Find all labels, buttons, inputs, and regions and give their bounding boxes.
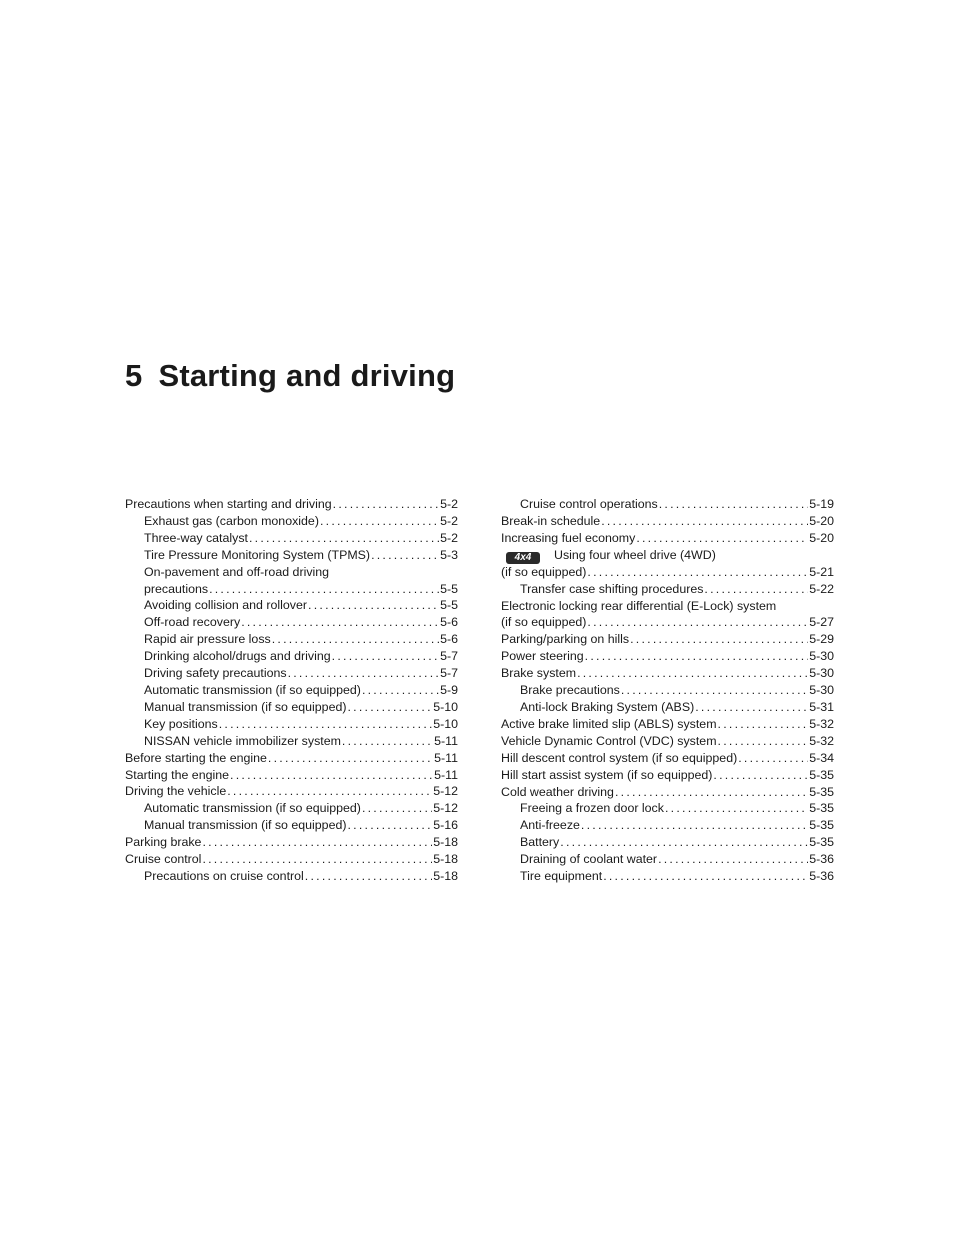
- toc-entry[interactable]: [125, 547, 458, 564]
- toc-entry-page: 5-5: [440, 598, 458, 613]
- toc-leader-dots: [601, 513, 808, 530]
- toc-entry[interactable]: [125, 767, 458, 784]
- toc-entry[interactable]: [125, 716, 458, 733]
- toc-entry-page: 5-27: [809, 615, 834, 630]
- toc-entry-page: 5-21: [809, 564, 834, 579]
- toc-entry-page: 5-32: [809, 716, 834, 731]
- toc-entry[interactable]: [125, 750, 458, 767]
- toc-entry-page: 5-35: [809, 767, 834, 782]
- toc-leader-dots: [219, 716, 432, 733]
- toc-leader-dots: [658, 851, 808, 868]
- toc-entry-page: 5-30: [809, 683, 834, 698]
- toc-entry-title: Rapid air pressure loss: [144, 632, 271, 647]
- toc-entry-page: 5-35: [809, 801, 834, 816]
- toc-entry-page: 5-22: [809, 581, 834, 596]
- toc-leader-dots: [288, 665, 440, 682]
- toc-entry[interactable]: [125, 597, 458, 614]
- toc-entry-page: 5-9: [440, 682, 458, 697]
- toc-leader-dots: [704, 581, 808, 598]
- toc-entry-title: Electronic locking rear differential (E-Lock) system: [501, 598, 777, 613]
- toc-leader-dots: [621, 682, 808, 699]
- toc-entry[interactable]: [501, 716, 834, 733]
- toc-entry[interactable]: [125, 733, 458, 750]
- toc-entry-page: 5-6: [440, 615, 458, 630]
- toc-leader-dots: [659, 496, 808, 513]
- toc-leader-dots: [308, 597, 439, 614]
- toc-entry-page: 5-30: [809, 649, 834, 664]
- toc-leader-dots: [603, 868, 808, 885]
- toc-entry-title: Hill start assist system (if so equipped): [501, 767, 713, 782]
- toc-entry-title: Cruise control operations: [520, 497, 658, 511]
- toc-entry-title: Precautions on cruise control: [144, 868, 304, 883]
- toc-leader-dots: [202, 834, 432, 851]
- toc-entry-page: 5-18: [433, 852, 458, 867]
- 4x4-badge-icon: 4x4: [506, 552, 540, 564]
- toc-entry-title: Parking brake: [125, 835, 202, 850]
- toc-leader-dots: [577, 665, 808, 682]
- toc-leader-dots: [241, 614, 439, 631]
- toc-entry-page: 5-32: [809, 733, 834, 748]
- toc-entry-title: Driving the vehicle: [125, 784, 227, 799]
- toc-entry-page: 5-35: [809, 835, 834, 850]
- toc-entry[interactable]: [501, 733, 834, 750]
- toc-leader-dots: [738, 750, 808, 767]
- toc-leader-dots: [581, 817, 808, 834]
- toc-leader-dots: [347, 699, 432, 716]
- toc-entry-page: 5-36: [809, 852, 834, 867]
- toc-entry-title: Cruise control: [125, 852, 202, 867]
- toc-leader-dots: [713, 767, 808, 784]
- toc-entry-title: Manual transmission (if so equipped): [144, 699, 347, 714]
- toc-entry[interactable]: [125, 834, 458, 851]
- toc-entry[interactable]: [125, 817, 458, 834]
- toc-entry-title: Draining of coolant water: [520, 852, 658, 867]
- toc-entry-title: Using four wheel drive (4WD): [554, 547, 716, 562]
- toc-leader-dots: [272, 631, 439, 648]
- toc-entry-page: 5-34: [809, 750, 834, 765]
- toc-entry-title: Tire equipment: [520, 869, 603, 884]
- toc-leader-dots: [371, 547, 439, 564]
- toc-leader-dots: [268, 750, 433, 767]
- toc-left-column: [125, 496, 458, 885]
- toc-leader-dots: [332, 648, 439, 665]
- toc-leader-dots: [587, 564, 808, 581]
- toc-entry-title: Exhaust gas (carbon monoxide): [144, 513, 319, 528]
- toc-leader-dots: [695, 699, 808, 716]
- toc-entry-page: 5-19: [809, 497, 834, 511]
- toc-leader-dots: [209, 581, 439, 598]
- toc-entry-title: Starting the engine: [125, 767, 230, 782]
- toc-entry-page: 5-6: [440, 632, 458, 647]
- toc-entry-page: 5-10: [433, 699, 458, 714]
- toc-leader-dots: [587, 614, 808, 631]
- toc-entry-title: Drinking alcohol/drugs and driving: [144, 649, 331, 664]
- toc-entry-page: 5-35: [809, 784, 834, 799]
- toc-leader-dots: [636, 530, 808, 547]
- toc-entry-title: Freeing a frozen door lock: [520, 801, 664, 816]
- toc-entry-page: 5-2: [440, 530, 458, 545]
- toc-leader-dots: [320, 513, 439, 530]
- toc-entry-page: 5-18: [433, 868, 458, 883]
- chapter-title: [125, 358, 455, 394]
- toc-leader-dots: [249, 530, 439, 547]
- toc-entry[interactable]: [125, 699, 458, 716]
- toc-right-column: [501, 496, 834, 885]
- toc-entry-page: 5-31: [809, 699, 834, 714]
- toc-entry-title: Increasing fuel economy: [501, 530, 636, 545]
- toc-entry-title: Automatic transmission (if so equipped): [144, 801, 361, 816]
- toc-entry[interactable]: [501, 851, 834, 868]
- toc-entry-title: Precautions when starting and driving: [125, 497, 332, 511]
- toc-entry[interactable]: [125, 631, 458, 648]
- toc-entry[interactable]: [501, 699, 834, 716]
- toc-leader-dots: [362, 800, 432, 817]
- toc-entry-title: Transfer case shifting procedures: [520, 581, 704, 596]
- toc-entry-page: 5-10: [433, 716, 458, 731]
- toc-entry-title: Brake precautions: [520, 683, 620, 698]
- toc-entry-page: 5-16: [433, 818, 458, 833]
- toc-entry[interactable]: [501, 784, 834, 801]
- toc-entry-title: Key positions: [144, 716, 218, 731]
- toc-entry-page: 5-2: [440, 513, 458, 528]
- toc-entry-title: NISSAN vehicle immobilizer system: [144, 733, 341, 748]
- toc-entry-title: Before starting the engine: [125, 750, 267, 765]
- toc-entry-title: Cold weather driving: [501, 784, 614, 799]
- toc-leader-dots: [230, 767, 433, 784]
- toc-leader-dots: [362, 682, 439, 699]
- toc-entry[interactable]: [501, 631, 834, 648]
- toc-entry-page: 5-7: [440, 666, 458, 681]
- toc-entry[interactable]: [501, 682, 834, 699]
- toc-entry-page: 5-7: [440, 649, 458, 664]
- toc-entry[interactable]: [125, 564, 458, 581]
- toc-entry[interactable]: [125, 496, 458, 513]
- toc-entry-title: Parking/parking on hills: [501, 632, 630, 647]
- toc-entry[interactable]: [125, 513, 458, 530]
- toc-entry[interactable]: [501, 564, 834, 581]
- toc-entry-title: On-pavement and off-road driving: [144, 564, 330, 579]
- toc-entry-title: Brake system: [501, 666, 577, 681]
- toc-entry-title: Battery: [520, 835, 560, 850]
- toc-entry-page: 5-18: [433, 835, 458, 850]
- toc-entry[interactable]: [501, 547, 834, 564]
- toc-entry-title: Driving safety precautions: [144, 666, 287, 681]
- toc-leader-dots: [718, 733, 809, 750]
- toc-leader-dots: [342, 733, 433, 750]
- toc-entry[interactable]: [125, 783, 458, 800]
- toc-entry-page: 5-11: [434, 750, 458, 765]
- toc-leader-dots: [630, 631, 808, 648]
- toc-entry[interactable]: [501, 598, 834, 615]
- toc-entry-page: 5-29: [809, 632, 834, 647]
- toc-entry-title: Vehicle Dynamic Control (VDC) system: [501, 733, 717, 748]
- toc-leader-dots: [615, 784, 808, 801]
- toc-entry-title: Anti-lock Braking System (ABS): [520, 699, 695, 714]
- toc-entry[interactable]: [501, 817, 834, 834]
- toc-entry[interactable]: [501, 513, 834, 530]
- toc-entry-title: Active brake limited slip (ABLS) system: [501, 716, 717, 731]
- toc-entry-title: (if so equipped): [501, 615, 587, 630]
- toc-entry[interactable]: [125, 665, 458, 682]
- toc-entry-title: Tire Pressure Monitoring System (TPMS): [144, 547, 371, 562]
- toc-entry[interactable]: [125, 581, 458, 598]
- toc-leader-dots: [585, 648, 809, 665]
- toc-entry-page: 5-20: [809, 513, 834, 528]
- toc-entry-page: 5-5: [440, 581, 458, 596]
- toc-leader-dots: [665, 800, 808, 817]
- toc-entry-title: Anti-freeze: [520, 818, 580, 833]
- toc-entry-title: Hill descent control system (if so equipped): [501, 750, 738, 765]
- toc-entry[interactable]: [125, 530, 458, 547]
- toc-entry[interactable]: [125, 648, 458, 665]
- toc-entry-page: 5-20: [809, 530, 834, 545]
- toc-entry-page: 5-30: [809, 666, 834, 681]
- toc-entry[interactable]: [501, 868, 834, 885]
- toc-entry-title: Off-road recovery: [144, 615, 241, 630]
- toc-entry-page: 5-35: [809, 818, 834, 833]
- chapter-number: 5: [125, 358, 143, 393]
- toc-entry[interactable]: [125, 851, 458, 868]
- toc-entry-title: (if so equipped): [501, 564, 587, 579]
- toc-entry-title: Power steering: [501, 649, 584, 664]
- toc-entry[interactable]: [125, 868, 458, 885]
- chapter-title-text: Starting and driving: [158, 358, 456, 393]
- toc-entry[interactable]: [501, 648, 834, 665]
- toc-entry[interactable]: [501, 767, 834, 784]
- toc-entry-page: 5-12: [433, 801, 458, 816]
- toc-entry-page: 5-11: [434, 767, 458, 782]
- toc-leader-dots: [347, 817, 432, 834]
- toc-entry-page: 5-36: [809, 869, 834, 884]
- toc-entry[interactable]: [501, 665, 834, 682]
- toc-entry-title: Avoiding collision and rollover: [144, 598, 308, 613]
- toc-entry-title: Automatic transmission (if so equipped): [144, 682, 361, 697]
- toc-entry-title: Three-way catalyst: [144, 530, 248, 545]
- toc-entry[interactable]: [501, 614, 834, 631]
- toc-leader-dots: [333, 496, 439, 513]
- toc-entry-title: Break-in schedule: [501, 513, 601, 528]
- toc-entry[interactable]: [501, 834, 834, 851]
- toc-leader-dots: [560, 834, 808, 851]
- toc-entry[interactable]: [125, 800, 458, 817]
- toc-entry-page: 5-3: [440, 547, 458, 562]
- toc-entry[interactable]: [501, 530, 834, 547]
- toc-leader-dots: [305, 868, 432, 885]
- toc-entry[interactable]: [501, 750, 834, 767]
- toc-entry[interactable]: [501, 800, 834, 817]
- toc-entry[interactable]: [125, 614, 458, 631]
- toc-entry[interactable]: [125, 682, 458, 699]
- toc-entry-page: 5-2: [440, 497, 458, 511]
- toc-entry[interactable]: [501, 496, 834, 513]
- toc-entry-page: 5-11: [434, 733, 458, 748]
- toc-leader-dots: [227, 783, 432, 800]
- toc-leader-dots: [718, 716, 809, 733]
- toc-entry-title: Manual transmission (if so equipped): [144, 818, 347, 833]
- toc-leader-dots: [202, 851, 432, 868]
- toc-entry-page: 5-12: [433, 784, 458, 799]
- toc-entry-title: precautions: [144, 581, 209, 596]
- toc-entry[interactable]: [501, 581, 834, 598]
